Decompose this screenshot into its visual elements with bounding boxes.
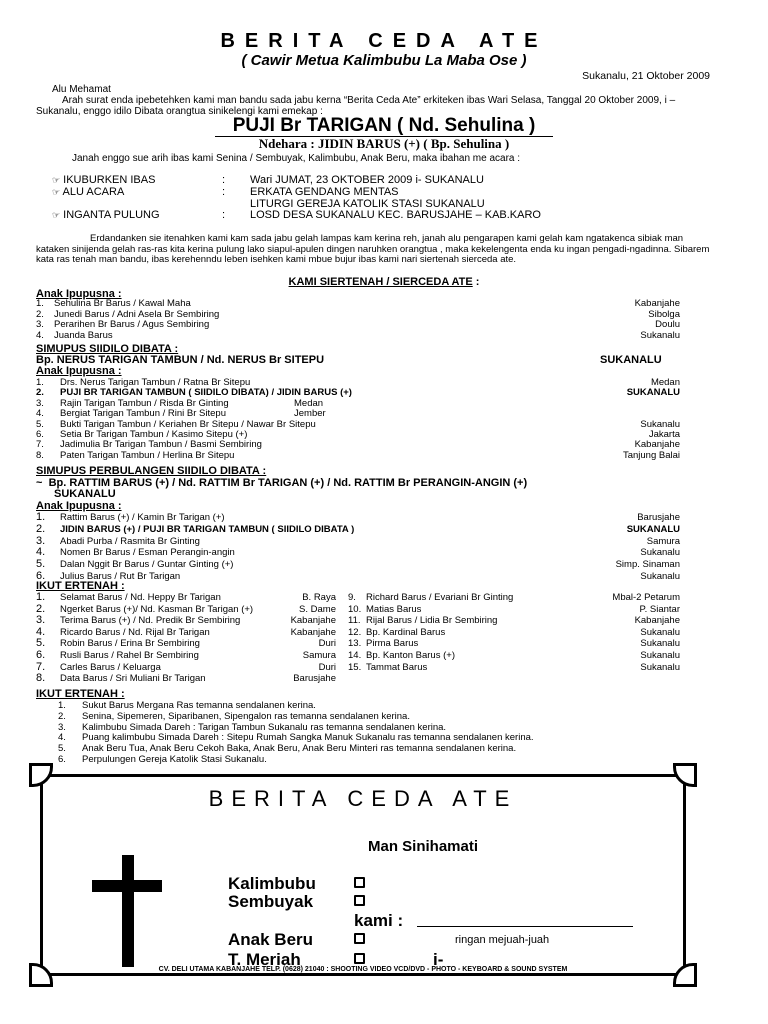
event-sep: : [222,186,226,198]
checkbox-sembuyak[interactable] [354,895,365,909]
list-item-name: Rajin Tarigan Tambun / Risda Br Ginting [60,397,229,409]
list-item-text: Puang kalimbubu Simada Dareh : Sitepu Rumah Sangka Manuk Sukanalu ras temanna sendalanen kerina. [82,732,534,744]
invite-text: Janah enggo sue arih ibas kami Senina / Sembuyak, Kalimbubu, Anak Beru, maka ibahan me acara : [72,153,521,164]
list-number: 15. [348,661,362,673]
list-number: 12. [348,626,362,638]
event-label: ALU ACARA [62,186,125,198]
anak-heading: Anak Ipupusna : [36,365,122,377]
list-item-place: P. Siantar [639,603,680,615]
list-item-place: Kabanjahe [634,439,680,451]
list-number: 2. [58,710,66,722]
event-label: INGANTA PULUNG [63,209,160,221]
list-number: 1. [36,298,44,309]
hand-pointer-icon: ☞ [52,175,61,185]
kami-heading: KAMI SIERTENAH / SIERCEDA ATE : [288,276,480,288]
list-item-place: SUKANALU [626,523,680,535]
list-number: 4. [36,329,44,341]
card-kalimbubu: Kalimbubu [228,874,316,893]
checkbox-kalimbubu[interactable] [354,877,365,891]
list-item-name: Setia Br Tarigan Tambun / Kasimo Sitepu (+) [60,429,248,440]
list-item-name: Julius Barus / Rut Br Tarigan [60,571,181,582]
ikut2-heading: IKUT ERTENAH : [36,688,125,700]
event-value: LOSD DESA SUKANALU KEC. BARUSJAHE – KAB.KARO [250,209,541,221]
event-value: Wari JUMAT, 23 OKTOBER 2009 i- SUKANALU [250,174,484,186]
card-man-sinihamati: Man Sinihamati [368,838,479,855]
list-number: 5. [36,558,46,571]
document-subtitle: ( Cawir Metua Kalimbubu La Maba Ose ) [241,52,527,69]
list-item-name: Rusli Barus / Rahel Br Sembiring [60,650,199,661]
checkbox-anak-beru[interactable] [354,933,365,947]
ikut-heading: IKUT ERTENAH : [36,580,125,592]
intro-text: Arah surat enda ipebetehken kami man bandu sada jabu kerna “Berita Ceda Ate” erkiteken ibas Wari Selasa, Tanggal 20 Oktober 2009, i –Sukanalu, enggo idilo Dibata orangtua sinikelengi kami emekap : [36,95,676,117]
list-number: 10. [348,603,362,615]
list-item-name: Ngerket Barus (+)/ Nd. Kasman Br Tarigan (+) [60,603,254,615]
list-item-place: S. Dame [299,603,336,615]
list-item-place: Sukanalu [640,661,680,673]
list-item-name: Tammat Barus [366,661,428,673]
list-item-name: Jadimulia Br Tarigan Tambun / Basmi Sembiring [60,439,262,451]
list-item-name: Drs. Nerus Tarigan Tambun / Ratna Br Sitepu [60,377,251,388]
printer-footer: CV. DELI UTAMA KABANJAHE TELP. (0628) 21040 : SHOOTING VIDEO VCD/DVD - PHOTO - KEYBOARD & SOUND SYSTEM [158,966,568,973]
list-item-place: Sukanalu [640,418,680,430]
hand-pointer-icon: ☞ [52,210,61,220]
card-anak-beru: Anak Beru [228,930,314,949]
list-item-name: Rijal Barus / Lidia Br Sembiring [366,615,498,627]
list-item-name: Nomen Br Barus / Esman Perangin-angin [60,547,235,559]
place-date: Sukanalu, 21 Oktober 2009 [582,70,710,82]
list-number: 7. [36,439,44,451]
list-item-place: Mbal-2 Petarum [612,592,680,603]
list-item-place: Kabanjahe [290,626,336,638]
list-number: 3. [58,721,66,733]
list-item-place: Samura [646,535,680,547]
list-number: 5. [36,418,44,430]
event-row [52,186,124,198]
list-item-text: Sukut Barus Mergana Ras temanna sendalanen kerina. [82,700,316,711]
list-item-name: Terima Barus (+) / Nd. Predik Br Sembiring [60,615,241,627]
simupus-parents: Bp. NERUS TARIGAN TAMBUN / Nd. NERUS Br SITEPU [36,354,325,366]
list-number: 1. [36,591,46,603]
list-item-name: Junedi Barus / Adni Asela Br Sembiring [54,308,220,320]
list-item-name: Pirma Barus [366,638,419,650]
list-item-place: Sukanalu [640,571,680,582]
list-item-name: Rattim Barus (+) / Kamin Br Tarigan (+) [60,512,225,523]
list-item-place: Medan [650,377,680,388]
list-item-place: Kabanjahe [634,615,680,627]
list-number: 6. [58,754,66,765]
event-label: IKUBURKEN IBAS [63,174,156,186]
list-item-place: Kabanjahe [290,615,336,627]
event-sep: : [222,174,226,186]
list-number: 2. [36,522,46,535]
list-item-place: Kabanjahe [634,298,680,309]
list-item-place: Duri [318,661,336,673]
list-number: 13. [348,638,362,650]
list-item-place: Doulu [655,319,680,330]
anak-heading: Anak Ipupusna : [36,288,122,300]
list-item-name: Bp. Kardinal Barus [366,626,446,638]
closing-text: Erdandanken sie itenahken kami kam sada jabu gelah lampas kam kerina reh, janah alu pengarapen kami gelah kam ngatakenca sibiak man kataken sinijenda gelah ras-ras kita kerina pulung lako siapul-apulen dingen naruhken orangtua , maka kekelengenta enda ku ingan pengadi-ngadinna. Sibarem kata ras tenah man bandu, ibas kerehenndu leben isehken kami mbue bujur ibas kami nari siertenah sierceda ate. [36,233,710,265]
document-title: BERITA CEDA ATE [220,30,548,52]
list-item-name: Bukti Tarigan Tambun / Keriahen Br Sitepu / Nawar Br Sitepu [60,418,316,430]
list-item-name: Richard Barus / Evariani Br Ginting [366,592,514,603]
list-item-place: Simp. Sinaman [615,559,680,571]
simupus-perbulangen-heading: SIMUPUS PERBULANGEN SIIDILO DIBATA : [36,465,267,477]
list-number: 7. [36,660,46,673]
list-number: 14. [348,650,362,661]
list-number: 11. [348,615,361,627]
corner-ornament [29,763,53,787]
list-item-name: Selamat Barus / Nd. Heppy Br Tarigan [60,592,221,603]
list-number: 9. [348,592,356,603]
list-item-place: Sukanalu [640,626,680,638]
deceased-name: PUJI Br TARIGAN ( Nd. Sehulina ) [0,115,768,137]
list-number: 1. [58,700,66,711]
list-item-text: Perpulungen Gereja Katolik Stasi Sukanalu. [82,754,267,765]
list-item-place: SUKANALU [626,387,680,399]
card-ringan: ringan mejuah-juah [455,934,550,946]
list-number: 1. [36,377,44,388]
list-item-place: Jakarta [648,429,680,440]
list-number: 4. [36,408,44,420]
corner-ornament [673,763,697,787]
list-number: 4. [58,732,66,744]
list-number: 2. [36,308,44,320]
list-number: 5. [58,743,66,755]
list-number: 4. [36,546,46,559]
simupus-heading: SIMUPUS SIIDILO DIBATA : [36,343,179,355]
list-number: 3. [36,319,44,330]
list-item-place: Sukanalu [640,547,680,559]
event-sep: : [222,209,226,221]
list-item-name: Abadi Purba / Rasmita Br Ginting [60,535,200,547]
list-item-place: Sibolga [648,308,680,320]
list-item-name: Dalan Nggit Br Barus / Guntar Ginting (+) [60,559,234,571]
list-number: 6. [36,570,46,582]
simupus2-parents: ~ Bp. RATTIM BARUS (+) / Nd. RATTIM Br TARIGAN (+) / Nd. RATTIM Br PERANGIN-ANGIN (+) [36,477,528,489]
list-item-place: Sukanalu [640,638,680,650]
list-number: 5. [36,637,46,650]
list-item-name: Bergiat Tarigan Tambun / Rini Br Sitepu [60,408,226,420]
card-t-meriah: T. Meriah [228,950,301,969]
list-item-name: Carles Barus / Keluarga [60,661,161,673]
list-item-name: Data Barus / Sri Muliani Br Tarigan [60,673,206,685]
event-value: LITURGI GEREJA KATOLIK STASI SUKANALU [250,198,485,210]
list-item-place: Jember [294,408,326,420]
card-sembuyak: Sembuyak [228,892,314,911]
list-item-place: Duri [318,638,336,650]
list-number: 2. [36,602,46,615]
list-item-text: Anak Beru Tua, Anak Beru Cekoh Baka, Anak Beru, Anak Beru Minteri ras temanna sendalanen kerina. [82,743,517,755]
event-row [52,174,155,186]
list-item-place: Barusjahe [293,673,336,685]
anak-heading: Anak Ipupusna : [36,500,122,512]
list-item-name: PUJI BR TARIGAN TAMBUN ( SIIDILO DIBATA) / JIDIN BARUS (+) [60,387,352,399]
list-number: 2. [36,387,44,399]
list-number: 6. [36,429,44,440]
simupus-parents-place: SUKANALU [600,354,662,366]
list-item-name: Matias Barus [366,603,422,615]
list-item-place: Sukanalu [640,650,680,661]
list-number: 3. [36,614,46,627]
list-item-place: Sukanalu [640,329,680,341]
list-number: 1. [36,511,46,523]
list-number: 8. [36,672,46,685]
list-item-place: Barusjahe [637,512,680,523]
event-value: ERKATA GENDANG MENTAS [250,186,399,198]
card-kami: kami : [354,911,404,930]
list-item-name: JIDIN BARUS (+) / PUJI BR TARIGAN TAMBUN ( SIIDILO DIBATA ) [60,523,355,535]
list-item-name: Robin Barus / Erina Br Sembiring [60,638,200,650]
card-title: BERITA CEDA ATE [208,786,518,811]
simupus2-parents-place: SUKANALU [54,488,116,500]
deceased-husband: Ndehara : JIDIN BARUS (+) ( Bp. Sehulina ) [258,136,510,151]
list-item-name: Paten Tarigan Tambun / Herlina Br Sitepu [60,449,235,461]
list-item-place: B. Raya [302,592,336,603]
list-item-name: Sehulina Br Barus / Kawal Maha [54,298,191,309]
list-number: 3. [36,534,46,547]
list-item-text: Kalimbubu Simada Dareh : Tarigan Tambun Sukanalu ras temanna sendalanen kerina. [82,721,447,733]
list-number: 4. [36,625,46,638]
list-item-place: Tanjung Balai [622,449,680,461]
greeting: Alu Mehamat [52,84,111,95]
list-item-name: Ricardo Barus / Nd. Rijal Br Tarigan [60,626,210,638]
checkbox-t-meriah[interactable] [354,953,365,967]
list-number: 6. [36,649,46,661]
list-item-name: Juanda Barus [54,329,113,341]
list-item-place: Medan [294,397,324,409]
list-item-place: Samura [302,650,336,661]
list-item-name: Bp. Kanton Barus (+) [366,650,455,661]
list-item-name: Perarihen Br Barus / Agus Sembiring [54,319,210,330]
event-row [52,209,160,221]
kami-blank-line[interactable] [417,926,633,927]
hand-pointer-icon: ☞ [52,187,61,197]
list-number: 8. [36,449,44,461]
list-item-text: Senina, Sipemeren, Siparibanen, Sipengalon ras temanna sendalanen kerina. [82,710,410,722]
list-number: 3. [36,397,44,409]
card-i: i- [433,950,444,969]
